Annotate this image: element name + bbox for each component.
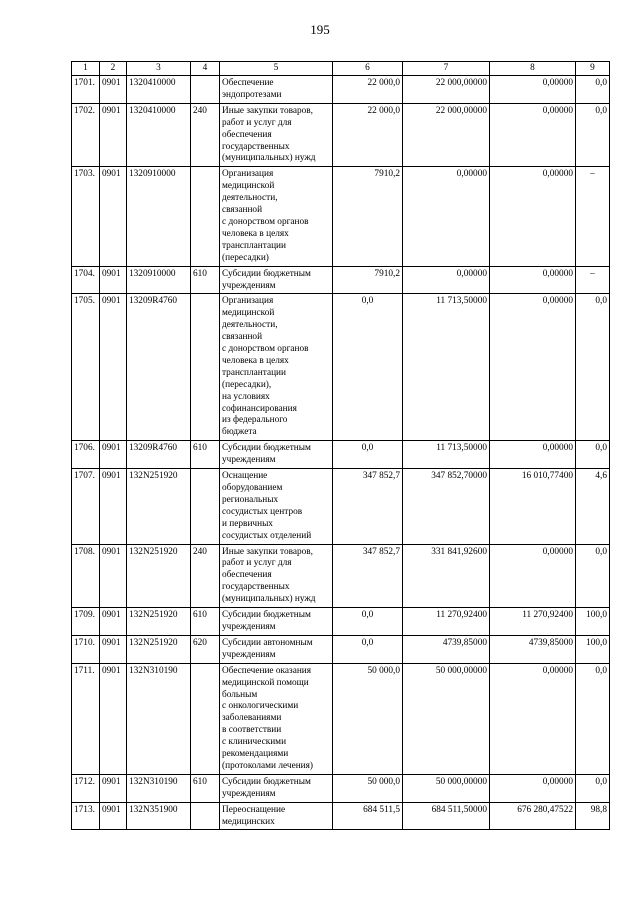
item-name: Субсидии бюджетным учреждениям — [220, 608, 333, 636]
expense-type — [191, 167, 220, 266]
column-header: 1 — [72, 62, 100, 76]
expense-type: 240 — [191, 103, 220, 167]
column-header: 4 — [191, 62, 220, 76]
execution-percent: 0,0 — [576, 441, 610, 469]
row-number: 1704. — [72, 266, 100, 294]
executed-amount: 0,00000 — [490, 266, 576, 294]
item-name: Переоснащение медицинских — [220, 802, 333, 830]
refined-amount: 684 511,50000 — [403, 802, 490, 830]
table-row — [72, 774, 610, 802]
plan-amount: 22 000,0 — [333, 76, 403, 104]
section-code: 0901 — [100, 441, 127, 469]
row-number: 1707. — [72, 469, 100, 544]
expense-type — [191, 76, 220, 104]
expense-type: 610 — [191, 266, 220, 294]
table-row — [72, 167, 610, 266]
column-header: 3 — [127, 62, 191, 76]
execution-percent: 100,0 — [576, 608, 610, 636]
execution-percent: 0,0 — [576, 103, 610, 167]
column-header: 2 — [100, 62, 127, 76]
target-code: 1320910000 — [127, 266, 191, 294]
column-header: 8 — [490, 62, 576, 76]
execution-percent: – — [576, 167, 610, 266]
section-code: 0901 — [100, 608, 127, 636]
column-header: 9 — [576, 62, 610, 76]
section-code: 0901 — [100, 544, 127, 608]
table-row — [72, 802, 610, 830]
expense-type: 610 — [191, 608, 220, 636]
expense-type — [191, 663, 220, 774]
executed-amount: 0,00000 — [490, 103, 576, 167]
table-row — [72, 294, 610, 441]
plan-amount: 347 852,7 — [333, 544, 403, 608]
target-code: 132N251920 — [127, 469, 191, 544]
target-code: 132N310190 — [127, 774, 191, 802]
table-row — [72, 76, 610, 104]
refined-amount: 331 841,92600 — [403, 544, 490, 608]
refined-amount: 11 713,50000 — [403, 294, 490, 441]
header-row — [72, 62, 610, 76]
execution-percent: – — [576, 266, 610, 294]
execution-percent: 0,0 — [576, 774, 610, 802]
table-row — [72, 469, 610, 544]
executed-amount: 0,00000 — [490, 663, 576, 774]
table-row — [72, 441, 610, 469]
item-name: Оснащение оборудованием региональных сосудистых центров и первичных сосудистых отделений — [220, 469, 333, 544]
expense-type — [191, 802, 220, 830]
table-row — [72, 266, 610, 294]
target-code: 13209R4760 — [127, 294, 191, 441]
item-name: Иные закупки товаров, работ и услуг для обеспечения государственных (муниципальных) нужд — [220, 103, 333, 167]
target-code: 132N310190 — [127, 663, 191, 774]
executed-amount: 676 280,47522 — [490, 802, 576, 830]
section-code: 0901 — [100, 103, 127, 167]
refined-amount: 0,00000 — [403, 167, 490, 266]
column-header: 7 — [403, 62, 490, 76]
plan-amount: 0,0 — [333, 294, 403, 441]
table-row — [72, 544, 610, 608]
expense-type: 620 — [191, 635, 220, 663]
executed-amount: 0,00000 — [490, 774, 576, 802]
item-name: Субсидии автономным учреждениям — [220, 635, 333, 663]
row-number: 1712. — [72, 774, 100, 802]
section-code: 0901 — [100, 76, 127, 104]
target-code: 13209R4760 — [127, 441, 191, 469]
expense-type — [191, 294, 220, 441]
execution-percent: 98,8 — [576, 802, 610, 830]
column-header: 6 — [333, 62, 403, 76]
executed-amount: 0,00000 — [490, 76, 576, 104]
execution-percent: 100,0 — [576, 635, 610, 663]
refined-amount: 347 852,70000 — [403, 469, 490, 544]
refined-amount: 4739,85000 — [403, 635, 490, 663]
item-name: Обеспечение оказания медицинской помощи больным с онкологическими заболеваниями в соответствии с клиническими рекомендациями (протоколами лечения) — [220, 663, 333, 774]
executed-amount: 0,00000 — [490, 167, 576, 266]
table-row — [72, 663, 610, 774]
target-code: 132N251920 — [127, 608, 191, 636]
executed-amount: 16 010,77400 — [490, 469, 576, 544]
row-number: 1710. — [72, 635, 100, 663]
plan-amount: 0,0 — [333, 635, 403, 663]
plan-amount: 347 852,7 — [333, 469, 403, 544]
execution-percent: 0,0 — [576, 294, 610, 441]
item-name: Иные закупки товаров, работ и услуг для обеспечения государственных (муниципальных) нужд — [220, 544, 333, 608]
section-code: 0901 — [100, 167, 127, 266]
row-number: 1713. — [72, 802, 100, 830]
section-code: 0901 — [100, 774, 127, 802]
expense-type: 240 — [191, 544, 220, 608]
target-code: 1320410000 — [127, 103, 191, 167]
executed-amount: 0,00000 — [490, 294, 576, 441]
executed-amount: 11 270,92400 — [490, 608, 576, 636]
row-number: 1706. — [72, 441, 100, 469]
refined-amount: 11 270,92400 — [403, 608, 490, 636]
row-number: 1702. — [72, 103, 100, 167]
section-code: 0901 — [100, 469, 127, 544]
target-code: 132N251920 — [127, 635, 191, 663]
executed-amount: 0,00000 — [490, 544, 576, 608]
item-name: Субсидии бюджетным учреждениям — [220, 441, 333, 469]
table-row — [72, 635, 610, 663]
plan-amount: 50 000,0 — [333, 774, 403, 802]
plan-amount: 0,0 — [333, 441, 403, 469]
item-name: Организация медицинской деятельности, связанной с донорством органов человека в целях трансплантации (пересадки) — [220, 167, 333, 266]
target-code: 1320910000 — [127, 167, 191, 266]
item-name: Обеспечение эндопротезами — [220, 76, 333, 104]
column-header: 5 — [220, 62, 333, 76]
execution-percent: 0,0 — [576, 76, 610, 104]
executed-amount: 4739,85000 — [490, 635, 576, 663]
plan-amount: 7910,2 — [333, 167, 403, 266]
plan-amount: 684 511,5 — [333, 802, 403, 830]
section-code: 0901 — [100, 266, 127, 294]
refined-amount: 11 713,50000 — [403, 441, 490, 469]
refined-amount: 0,00000 — [403, 266, 490, 294]
refined-amount: 50 000,00000 — [403, 774, 490, 802]
refined-amount: 22 000,00000 — [403, 103, 490, 167]
target-code: 132N251920 — [127, 544, 191, 608]
plan-amount: 22 000,0 — [333, 103, 403, 167]
expense-type: 610 — [191, 774, 220, 802]
execution-percent: 0,0 — [576, 544, 610, 608]
item-name: Субсидии бюджетным учреждениям — [220, 774, 333, 802]
plan-amount: 7910,2 — [333, 266, 403, 294]
execution-percent: 4,6 — [576, 469, 610, 544]
refined-amount: 50 000,00000 — [403, 663, 490, 774]
section-code: 0901 — [100, 635, 127, 663]
refined-amount: 22 000,00000 — [403, 76, 490, 104]
budget-table — [71, 61, 610, 830]
row-number: 1703. — [72, 167, 100, 266]
target-code: 132N351900 — [127, 802, 191, 830]
row-number: 1709. — [72, 608, 100, 636]
target-code: 1320410000 — [127, 76, 191, 104]
executed-amount: 0,00000 — [490, 441, 576, 469]
row-number: 1701. — [72, 76, 100, 104]
page-number: 195 — [310, 22, 330, 37]
row-number: 1711. — [72, 663, 100, 774]
table-row — [72, 608, 610, 636]
section-code: 0901 — [100, 294, 127, 441]
expense-type — [191, 469, 220, 544]
row-number: 1705. — [72, 294, 100, 441]
expense-type: 610 — [191, 441, 220, 469]
item-name: Организация медицинской деятельности, связанной с донорством органов человека в целях трансплантации (пересадки), на условиях софинансирования из федерального бюджета — [220, 294, 333, 441]
plan-amount: 50 000,0 — [333, 663, 403, 774]
row-number: 1708. — [72, 544, 100, 608]
plan-amount: 0,0 — [333, 608, 403, 636]
table-row — [72, 103, 610, 167]
section-code: 0901 — [100, 802, 127, 830]
execution-percent: 0,0 — [576, 663, 610, 774]
section-code: 0901 — [100, 663, 127, 774]
item-name: Субсидии бюджетным учреждениям — [220, 266, 333, 294]
